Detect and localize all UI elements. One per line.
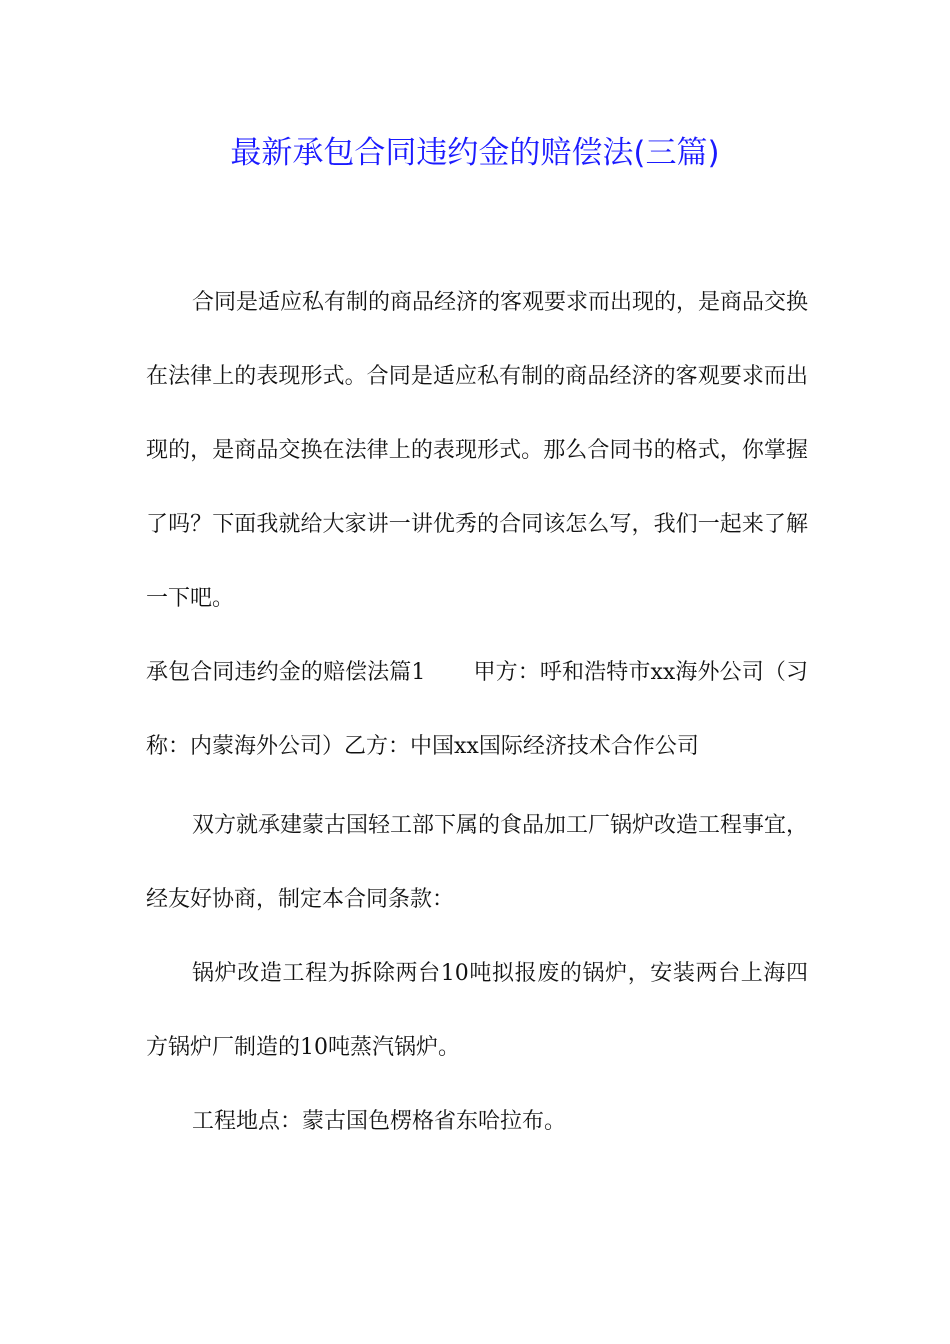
document-body — [146, 266, 808, 1159]
document-title: 最新承包合同违约金的赔偿法(三篇) — [230, 135, 720, 171]
section-heading: 承包合同违约金的赔偿法篇1 — [146, 660, 426, 685]
party-info: 甲方：呼和浩特市xx海外公司（习称：内蒙海外公司）乙方：中国xx国际经济技术合作公司 — [146, 660, 808, 759]
intro-paragraph: 合同是适应私有制的商品经济的客观要求而出现的，是商品交换在法律上的表现形式。合同是适应私有制的商品经济的客观要求而出现的，是商品交换在法律上的表现形式。那么合同书的格式，你掌握了吗？下面我就给大家讲一讲优秀的合同该怎么写，我们一起来了解一下吧。 — [146, 290, 809, 611]
body-paragraph-2: 锅炉改造工程为拆除两台10吨拟报废的锅炉，安装两台上海四方锅炉厂制造的10吨蒸汽锅炉。 — [146, 961, 808, 1060]
body-paragraph-3: 工程地点：蒙古国色楞格省东哈拉布。 — [192, 1109, 567, 1134]
body-paragraph-1: 双方就承建蒙古国轻工部下属的食品加工厂锅炉改造工程事宜，经友好协商，制定本合同条款： — [146, 813, 809, 912]
section-paragraph — [146, 636, 808, 784]
